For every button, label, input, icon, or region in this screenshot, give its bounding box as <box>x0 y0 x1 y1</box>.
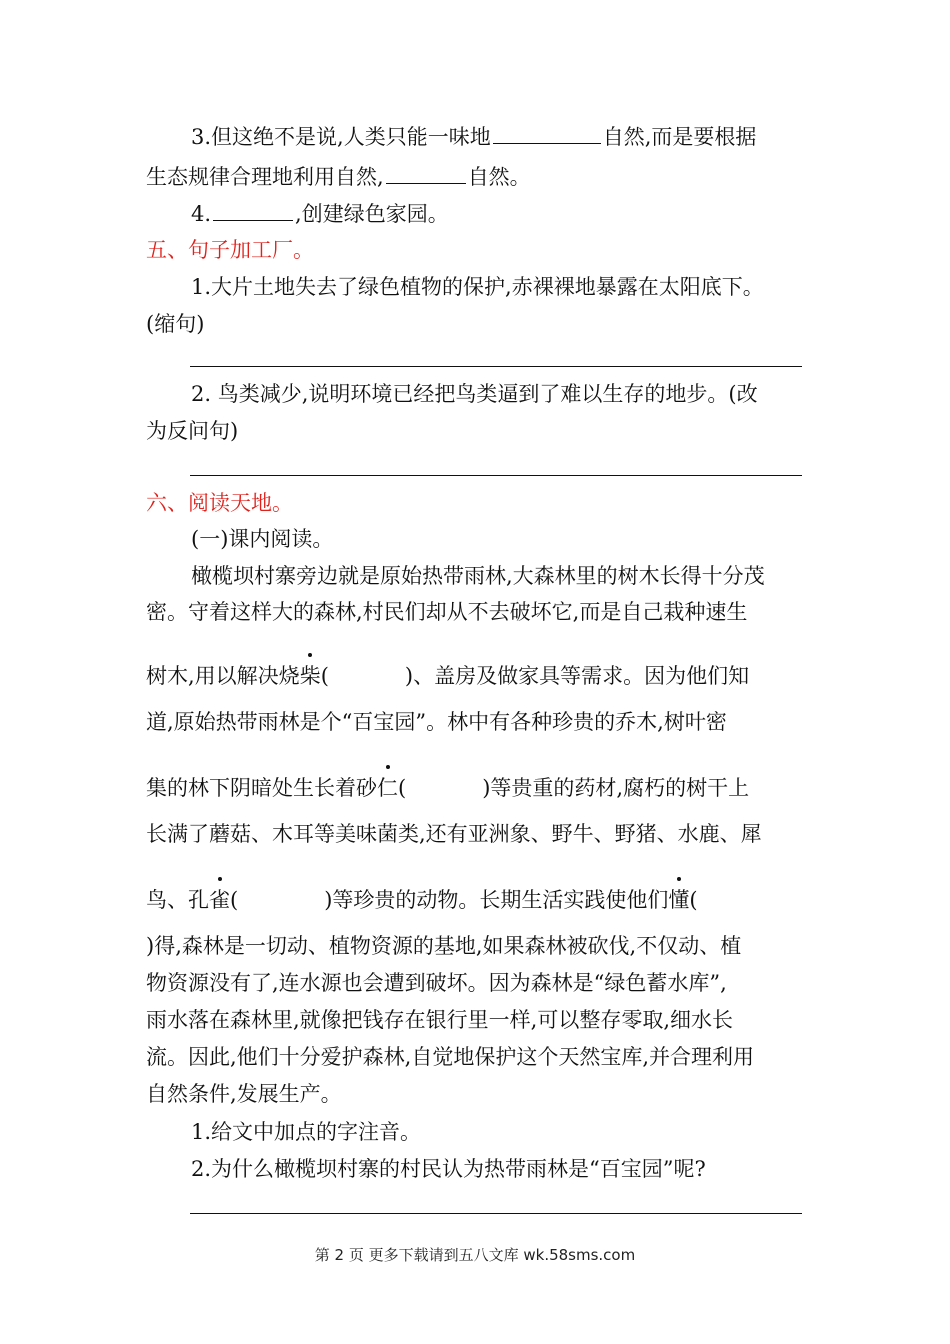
passage-line: 橄榄坝村寨旁边就是原始热带雨林,大森林里的树木长得十分茂 <box>191 564 765 588</box>
passage-text: 集的林下阴暗处生长着砂 <box>146 776 377 800</box>
passage-text: )、盖房及做家具等需求。因为他们知 <box>404 664 750 688</box>
passage-line <box>146 661 806 691</box>
fill-blank[interactable] <box>493 123 601 144</box>
passage-line: 自然条件,发展生产。 <box>146 1082 342 1106</box>
passage-text: 鸟、孔 <box>146 888 209 912</box>
item-4-text-b: ,创建绿色家园。 <box>295 202 449 226</box>
item-3-text-b: 自然,而是要根据 <box>602 125 757 149</box>
paren-open: ( <box>230 888 239 912</box>
answer-line[interactable] <box>190 1213 802 1214</box>
reading-question-2: 2.为什么橄榄坝村寨的村民认为热带雨林是“百宝园”呢? <box>191 1157 706 1181</box>
paren-open: ( <box>320 664 329 688</box>
item-3-line-1 <box>191 122 851 152</box>
s5-q2-line-2: 为反问句) <box>146 419 239 443</box>
passage-text: )等珍贵的动物。长期生活实践使他们 <box>324 888 669 912</box>
page-footer: 第 2 页 更多下载请到五八文库 wk.58sms.com <box>314 1246 636 1264</box>
passage-line: 雨水落在森林里,就像把钱存在银行里一样,可以整存零取,细水长 <box>146 1008 734 1032</box>
section-6-subheading: (一)课内阅读。 <box>191 527 334 551</box>
section-6-heading: 六、阅读天地。 <box>146 491 293 515</box>
passage-line <box>146 773 806 803</box>
reading-question-1: 1.给文中加点的字注音。 <box>191 1120 422 1144</box>
answer-line[interactable] <box>190 366 802 367</box>
fill-blank[interactable] <box>213 200 293 221</box>
passage-text: 树木,用以解决烧 <box>146 664 300 688</box>
item-3-text-a: 3.但这绝不是说,人类只能一味地 <box>191 125 491 149</box>
item-4-text-a: 4. <box>191 202 212 226</box>
dotted-char: 仁 <box>377 773 398 803</box>
passage-line: )得,森林是一切动、植物资源的基地,如果森林被砍伐,不仅动、植 <box>146 934 742 958</box>
s5-q1-line-2: (缩句) <box>146 312 205 336</box>
passage-line: 密。守着这样大的森林,村民们却从不去破坏它,而是自己栽种速生 <box>146 600 748 624</box>
paren-open: ( <box>689 888 698 912</box>
item-3-text-c: 生态规律合理地利用自然, <box>146 165 384 189</box>
s5-q2-line-1: 2. 鸟类减少,说明环境已经把鸟类逼到了难以生存的地步。(改 <box>191 382 758 406</box>
passage-line: 流。因此,他们十分爱护森林,自觉地保护这个天然宝库,并合理利用 <box>146 1045 755 1069</box>
passage-line <box>146 885 806 915</box>
item-3-line-2 <box>146 162 806 192</box>
fill-blank[interactable] <box>386 163 466 184</box>
item-4-line <box>191 199 851 229</box>
passage-text: )等贵重的药材,腐朽的树干上 <box>482 776 750 800</box>
paren-open: ( <box>398 776 407 800</box>
passage-line: 长满了蘑菇、木耳等美味菌类,还有亚洲象、野牛、野猪、水鹿、犀 <box>146 822 762 846</box>
item-3-text-d: 自然。 <box>467 165 531 189</box>
s5-q1-line-1: 1.大片土地失去了绿色植物的保护,赤裸裸地暴露在太阳底下。 <box>191 275 764 299</box>
dotted-char: 柴 <box>300 661 321 691</box>
passage-line: 物资源没有了,连水源也会遭到破坏。因为森林是“绿色蓄水库”, <box>146 971 727 995</box>
passage-line: 道,原始热带雨林是个“百宝园”。林中有各种珍贵的乔木,树叶密 <box>146 710 727 734</box>
dotted-char: 雀 <box>209 885 230 915</box>
section-5-heading: 五、句子加工厂。 <box>146 238 314 262</box>
dotted-char: 懂 <box>668 885 689 915</box>
answer-line[interactable] <box>190 475 802 476</box>
